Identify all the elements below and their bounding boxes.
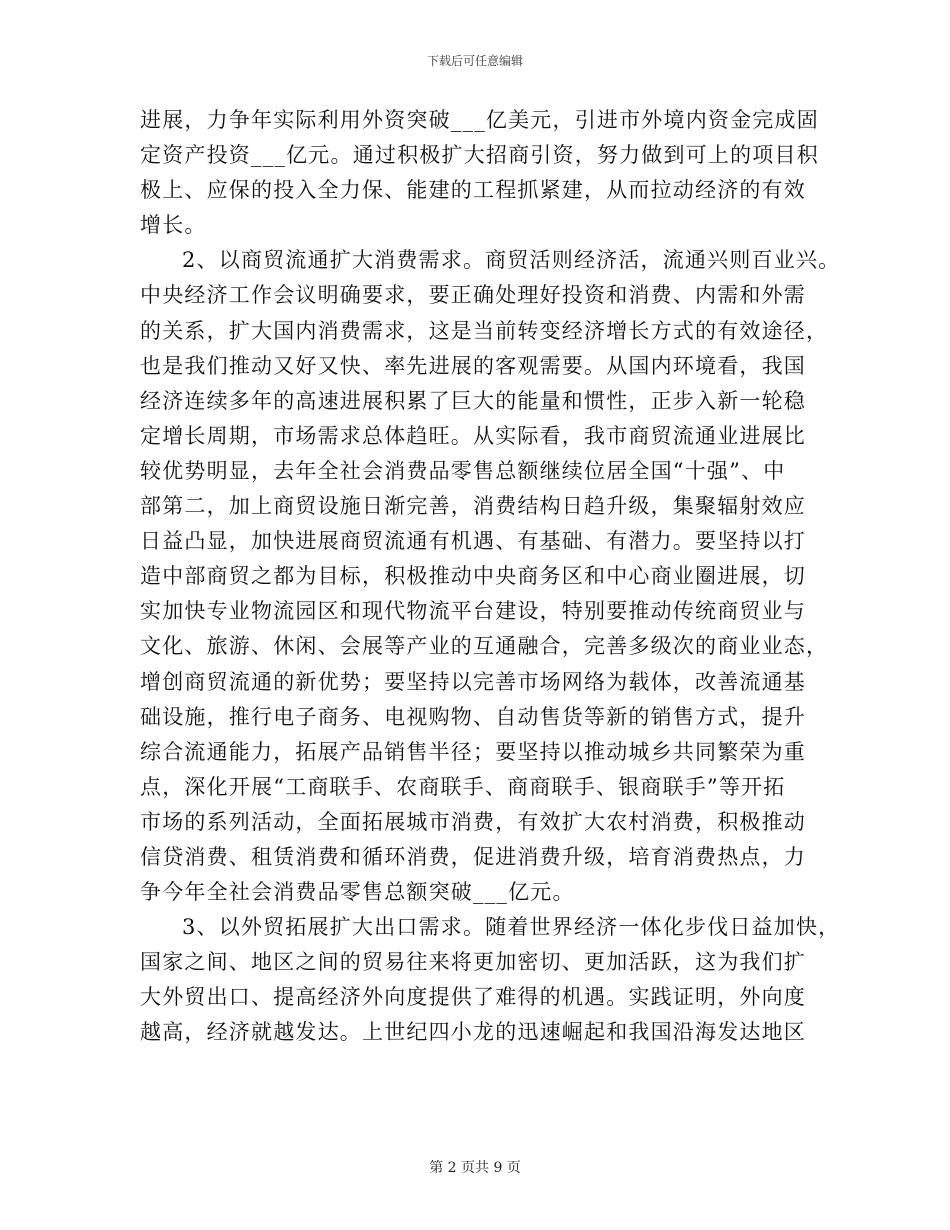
text-line: 争今年全社会消费品零售总额突破___亿元。	[140, 880, 575, 905]
text-line: 文化、旅游、休闲、会展等产业的互通融合，完善多级次的商业业态，	[140, 634, 829, 659]
text-line: 实加快专业物流园区和现代物流平台建设，特别要推动传统商贸业与	[140, 599, 806, 624]
document-body	[140, 103, 841, 1051]
text-line: 的关系，扩大国内消费需求，这是当前转变经济增长方式的有效途径，	[140, 318, 829, 343]
text-line: 也是我们推动又好又快、率先进展的客观需要。从国内环境看，我国	[140, 353, 806, 378]
page-header: 下载后可任意编辑	[426, 54, 523, 68]
text-line: 中央经济工作会议明确要求，要正确处理好投资和消费、内需和外需	[140, 283, 806, 308]
text-line: 增长。	[140, 213, 207, 238]
text-line: 大外贸出口、提高经济外向度提供了难得的机遇。实践证明，外向度	[140, 985, 806, 1010]
text-line: 进展，力争年实际利用外资突破___亿美元，引进市外境内资金完成固	[140, 108, 819, 132]
text-line: 国家之间、地区之间的贸易往来将更加密切、更加活跃，这为我们扩	[140, 950, 806, 975]
text-line: 日益凸显，加快进展商贸流通有机遇、有基础、有潜力。要坚持以打	[140, 529, 806, 554]
page-footer: 第 2 页共 9 页	[429, 1160, 521, 1176]
text-line: 综合流通能力，拓展产品销售半径；要坚持以推动城乡共同繁荣为重	[140, 739, 806, 764]
text-line: 定增长周期，市场需求总体趋旺。从实际看，我市商贸流通业进展比	[140, 423, 806, 448]
text-line: 极上、应保的投入全力保、能建的工程抓紧建，从而拉动经济的有效	[140, 178, 806, 203]
text-line: 信贷消费、租赁消费和循环消费，促进消费升级，培育消费热点，力	[140, 844, 806, 869]
text-line: 较优势明显，去年全社会消费品零售总额继续位居全国“十强”、中	[140, 458, 786, 483]
text-line: 经济连续多年的高速进展积累了巨大的能量和惯性，正步入新一轮稳	[140, 388, 806, 413]
text-line: 市场的系列活动，全面拓展城市消费，有效扩大农村消费，积极推动	[140, 809, 806, 834]
text-line: 础设施，推行电子商务、电视购物、自动售货等新的销售方式，提升	[140, 704, 806, 729]
paragraph-first-line: 2、以商贸流通扩大消费需求。商贸活则经济活，流通兴则百业兴。	[182, 248, 841, 273]
text-line: 造中部商贸之都为目标，积极推动中央商务区和中心商业圈进展，切	[140, 564, 806, 589]
text-line: 定资产投资___亿元。通过积极扩大招商引资，努力做到可上的项目积	[140, 143, 819, 168]
text-line: 增创商贸流通的新优势；要坚持以完善市场网络为载体，改善流通基	[140, 669, 806, 694]
text-line: 越高，经济就越发达。上世纪四小龙的迅速崛起和我国沿海发达地区	[140, 1020, 806, 1045]
text-line: 部第二，加上商贸设施日渐完善，消费结构日趋升级，集聚辐射效应	[140, 494, 806, 519]
paragraph-first-line: 3、以外贸拓展扩大出口需求。随着世界经济一体化步伐日益加快，	[182, 915, 841, 940]
text-line: 点，深化开展“工商联手、农商联手、商商联手、银商联手”等开拓	[140, 774, 786, 799]
